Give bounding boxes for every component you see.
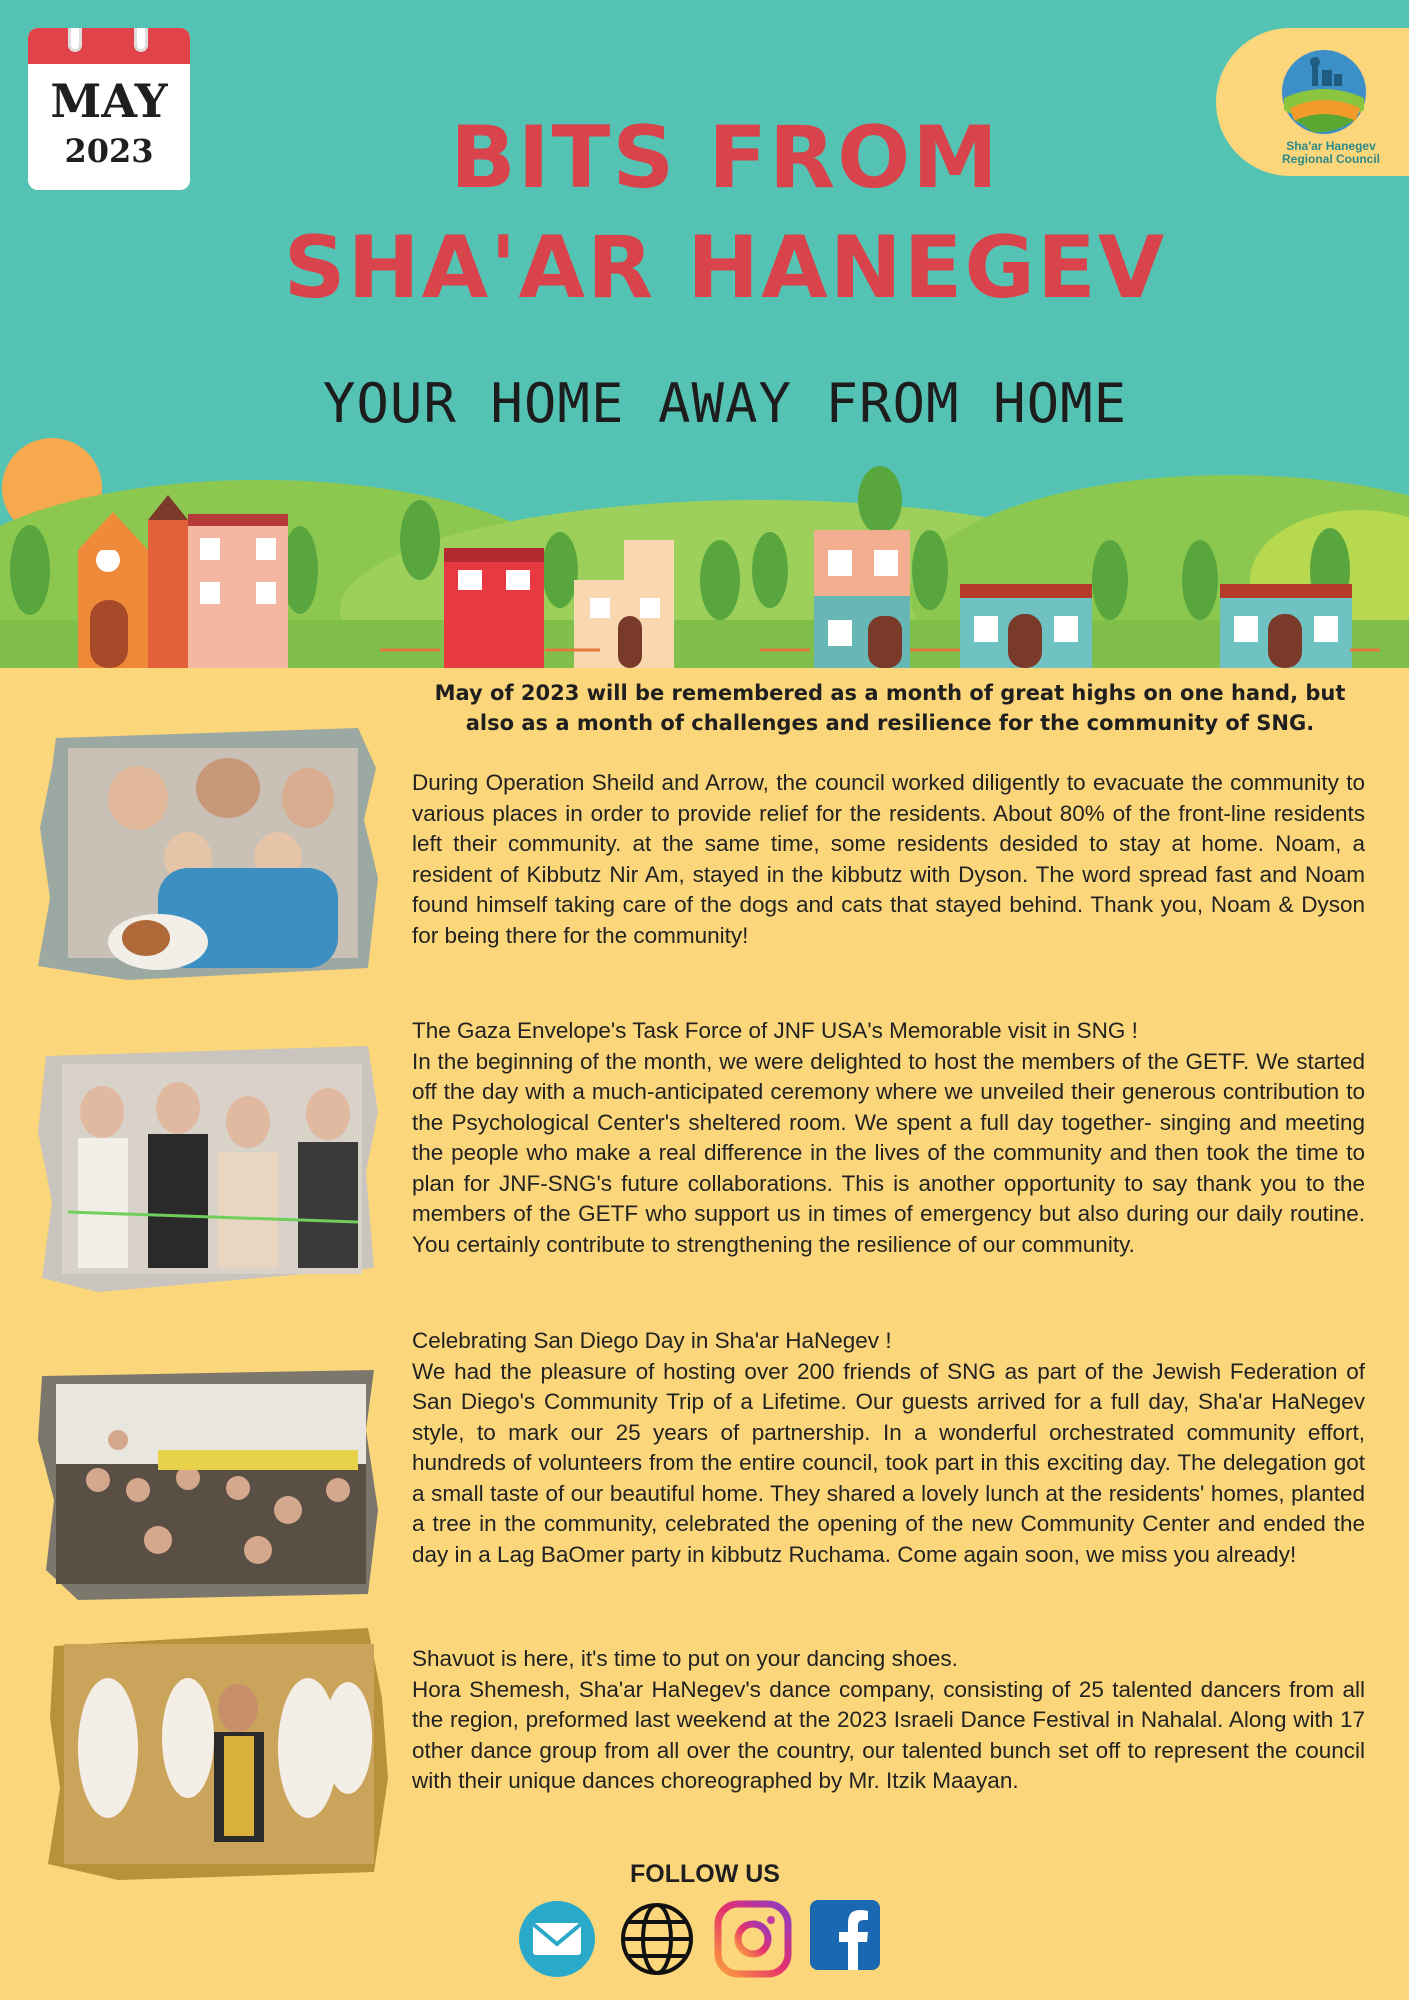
calendar-year: 2023: [64, 132, 154, 170]
article-heading: The Gaza Envelope's Task Force of JNF USA's Memorable visit in SNG !: [412, 1018, 1138, 1043]
article-body: During Operation Sheild and Arrow, the council worked diligently to evacuate the community to various places in order to provide relief for the residents. About 80% of the front-line residents left their community. at the same time, some residents desided to stay at home. Noam, a resident of Kibbutz Nir Am, stayed in the kibbutz with Dyson. The word spread fast and Noam found himself taking care of the dogs and cats that stayed behind. Thank you, Noam & Dyson for being there for the community!: [412, 770, 1365, 948]
calendar-month: MAY: [50, 74, 168, 128]
instagram-icon[interactable]: [714, 1900, 792, 1978]
article-body: In the beginning of the month, we were delighted to host the members of the GETF. We started off the day with a much-anticipated ceremony where we unveiled their generous contribution to the Psychological Center's sheltered room. We spent a full day together- singing and meeting the people who make a real difference in the lives of the community and then took the time to plan for JNF-SNG's future collaborations. This is another opportunity to say thank you to the members of the GETF who support us in times of emergency but also during our daily routine. You certainly contribute to strengthening the resilience of our community.: [412, 1048, 1365, 1257]
village-illustration: [0, 420, 1409, 668]
globe-icon[interactable]: [618, 1900, 696, 1978]
email-icon[interactable]: [518, 1900, 596, 1978]
intro-text: May of 2023 will be remembered as a month of great highs on one hand, but also as a month of challenges and resilience for the community of SNG.: [434, 681, 1346, 735]
photo-san-diego-day: [38, 1370, 378, 1600]
photo-dance-company: [48, 1628, 388, 1880]
header-banner: [0, 0, 1409, 668]
page-title-line2: SHA'AR HANEGEV: [283, 218, 1167, 318]
page-title-line1: BITS FROM: [450, 108, 1000, 208]
facebook-icon[interactable]: [810, 1900, 880, 1970]
tagline: YOUR HOME AWAY FROM HOME: [322, 372, 1128, 435]
article-san-diego-day: [412, 1326, 1365, 1570]
photo-family-with-dog: [38, 728, 378, 980]
follow-us-label: FOLLOW US: [630, 1860, 780, 1888]
article-getf-visit: [412, 1016, 1365, 1260]
article-heading: Shavuot is here, it's time to put on your dancing shoes.: [412, 1646, 958, 1671]
article-dance-festival: [412, 1644, 1365, 1797]
article-heading: Celebrating San Diego Day in Sha'ar HaNegev !: [412, 1328, 892, 1353]
logo-name-line1: Sha'ar Hanegev: [1286, 139, 1376, 153]
article-body: Hora Shemesh, Sha'ar HaNegev's dance company, consisting of 25 talented dancers from all the region, preformed last weekend at the 2023 Israeli Dance Festival in Nahalal. Along with 17 other dance group from all over the country, our talented bunch set off to represent the council with their unique dances choreographed by Mr. Itzik Maayan.: [412, 1676, 1365, 1793]
logo-name-line2: Regional Council: [1281, 152, 1380, 166]
article-evacuation: [412, 768, 1365, 951]
article-body: We had the pleasure of hosting over 200 friends of SNG as part of the Jewish Federation of San Diego's Community Trip of a Lifetime. Our guests arrived for a full day, Sha'ar HaNegev style, to mark our 25 years of partnership. In a wonderful orchestrated community effort, hundreds of volunteers from the entire council, took part in this exciting day. The delegation got a small taste of our beautiful home. They shared a lovely lunch at the residents' homes, planted a tree in the community, celebrated the opening of the new Community Center and ended the day in a Lag BaOmer party in kibbutz Ruchama. Come again soon, we miss you already!: [412, 1358, 1365, 1567]
photo-getf-ceremony: [38, 1042, 378, 1292]
